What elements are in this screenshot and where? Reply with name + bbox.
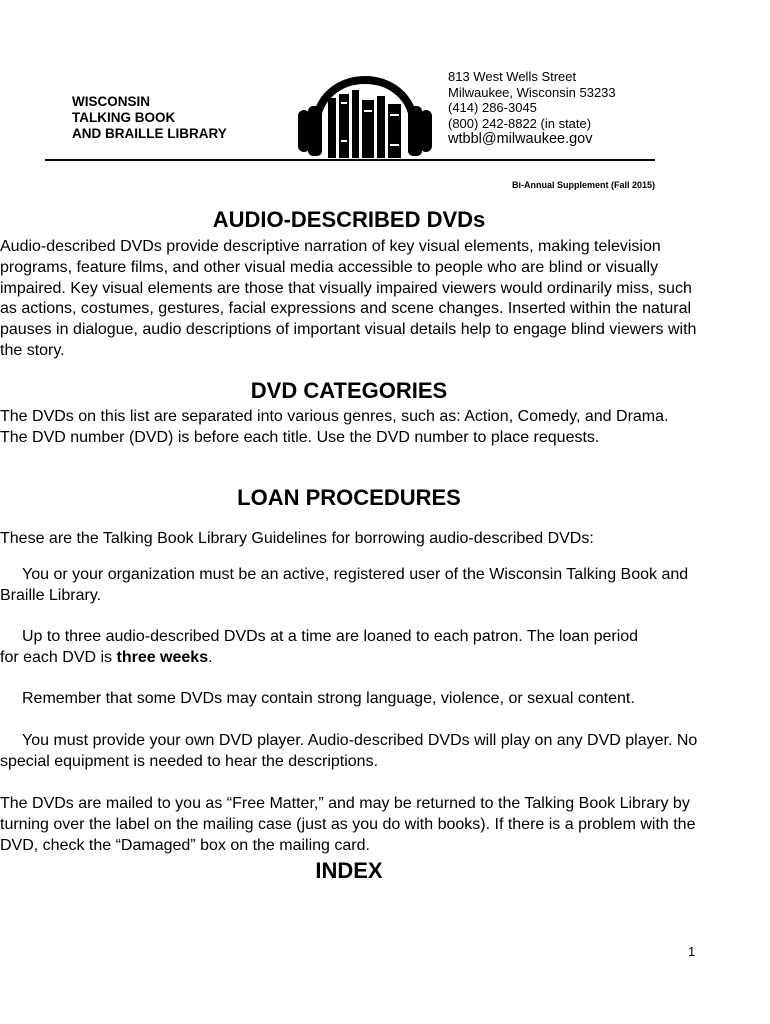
audio-described-text: Audio-described DVDs provide descriptive narration of key visual elements, making television programs, feature films, and other visual media accessible to people who are blind or visually impaired. Key visual elements are those that visually impaired viewers would ordinarily miss, such as actions, costumes, gestures, facial expressions and scene changes. Inserted within the natural pauses in dialogue, audio descriptions of important visual details help to engage blind viewers with the story. [0,238,697,359]
supplement-label: Bi-Annual Supplement (Fall 2015) [511,180,655,190]
loan-item-dvd-player [0,731,700,773]
address-street: 813 West Wells Street [448,69,577,84]
heading-dvd-categories: DVD CATEGORIES [250,378,448,403]
loan-period-emphasis: three weeks [116,648,209,666]
address-phone-local: (414) 286-3045 [448,100,537,115]
library-name [72,94,227,142]
heading-audio-described: AUDIO-DESCRIBED DVDs [212,207,486,232]
loan-item-content-warning [0,689,720,710]
loan-item-three-dvds [0,627,660,669]
categories-text: The DVDs on this list are separated into various genres, such as: Action, Comedy, and Drama. The DVD number (DVD) is before each title. Use the DVD number to place requests. [0,408,669,446]
address-phone-state: (800) 242-8822 (in state) [448,115,592,131]
library-name-line-2: TALKING BOOK [72,110,176,125]
loan-item-dvd-player-text: You must provide your own DVD player. Audio-described DVDs will play on any DVD player. No special equipment is needed to hear the descriptions. [0,732,698,770]
library-name-line-3: AND BRAILLE LIBRARY [72,126,227,141]
page-number: 1 [688,944,696,959]
loan-item-registered [0,565,690,607]
loan-intro: These are the Talking Book Library Guidelines for borrowing audio-described DVDs: [0,530,594,547]
loan-item-registered-text: You or your organization must be an active, registered user of the Wisconsin Talking Book and Braille Library. [0,566,689,604]
mailing-instructions: The DVDs are mailed to you as “Free Matter,” and may be returned to the Talking Book Library by turning over the label on the mailing case (just as you do with books). If there is a problem with the DVD, check the “Damaged” box on the mailing card. [0,795,696,854]
loan-item-three-dvds-end: . [208,648,213,666]
address-email: wtbbl@milwaukee.gov [448,131,593,147]
loan-item-content-warning-text: Remember that some DVDs may contain strong language, violence, or sexual content. [22,690,635,707]
address-block [448,69,616,148]
header-divider [45,159,655,161]
heading-loan-procedures: LOAN PROCEDURES [237,485,461,510]
heading-index: INDEX [315,858,383,883]
address-city: Milwaukee, Wisconsin 53233 [448,84,616,100]
library-name-line-1: WISCONSIN [72,94,151,109]
headphones-books-icon [296,70,434,162]
loan-item-three-dvds-text: Up to three audio-described DVDs at a time are loaned to each patron. The loan period for each DVD is [0,628,639,666]
